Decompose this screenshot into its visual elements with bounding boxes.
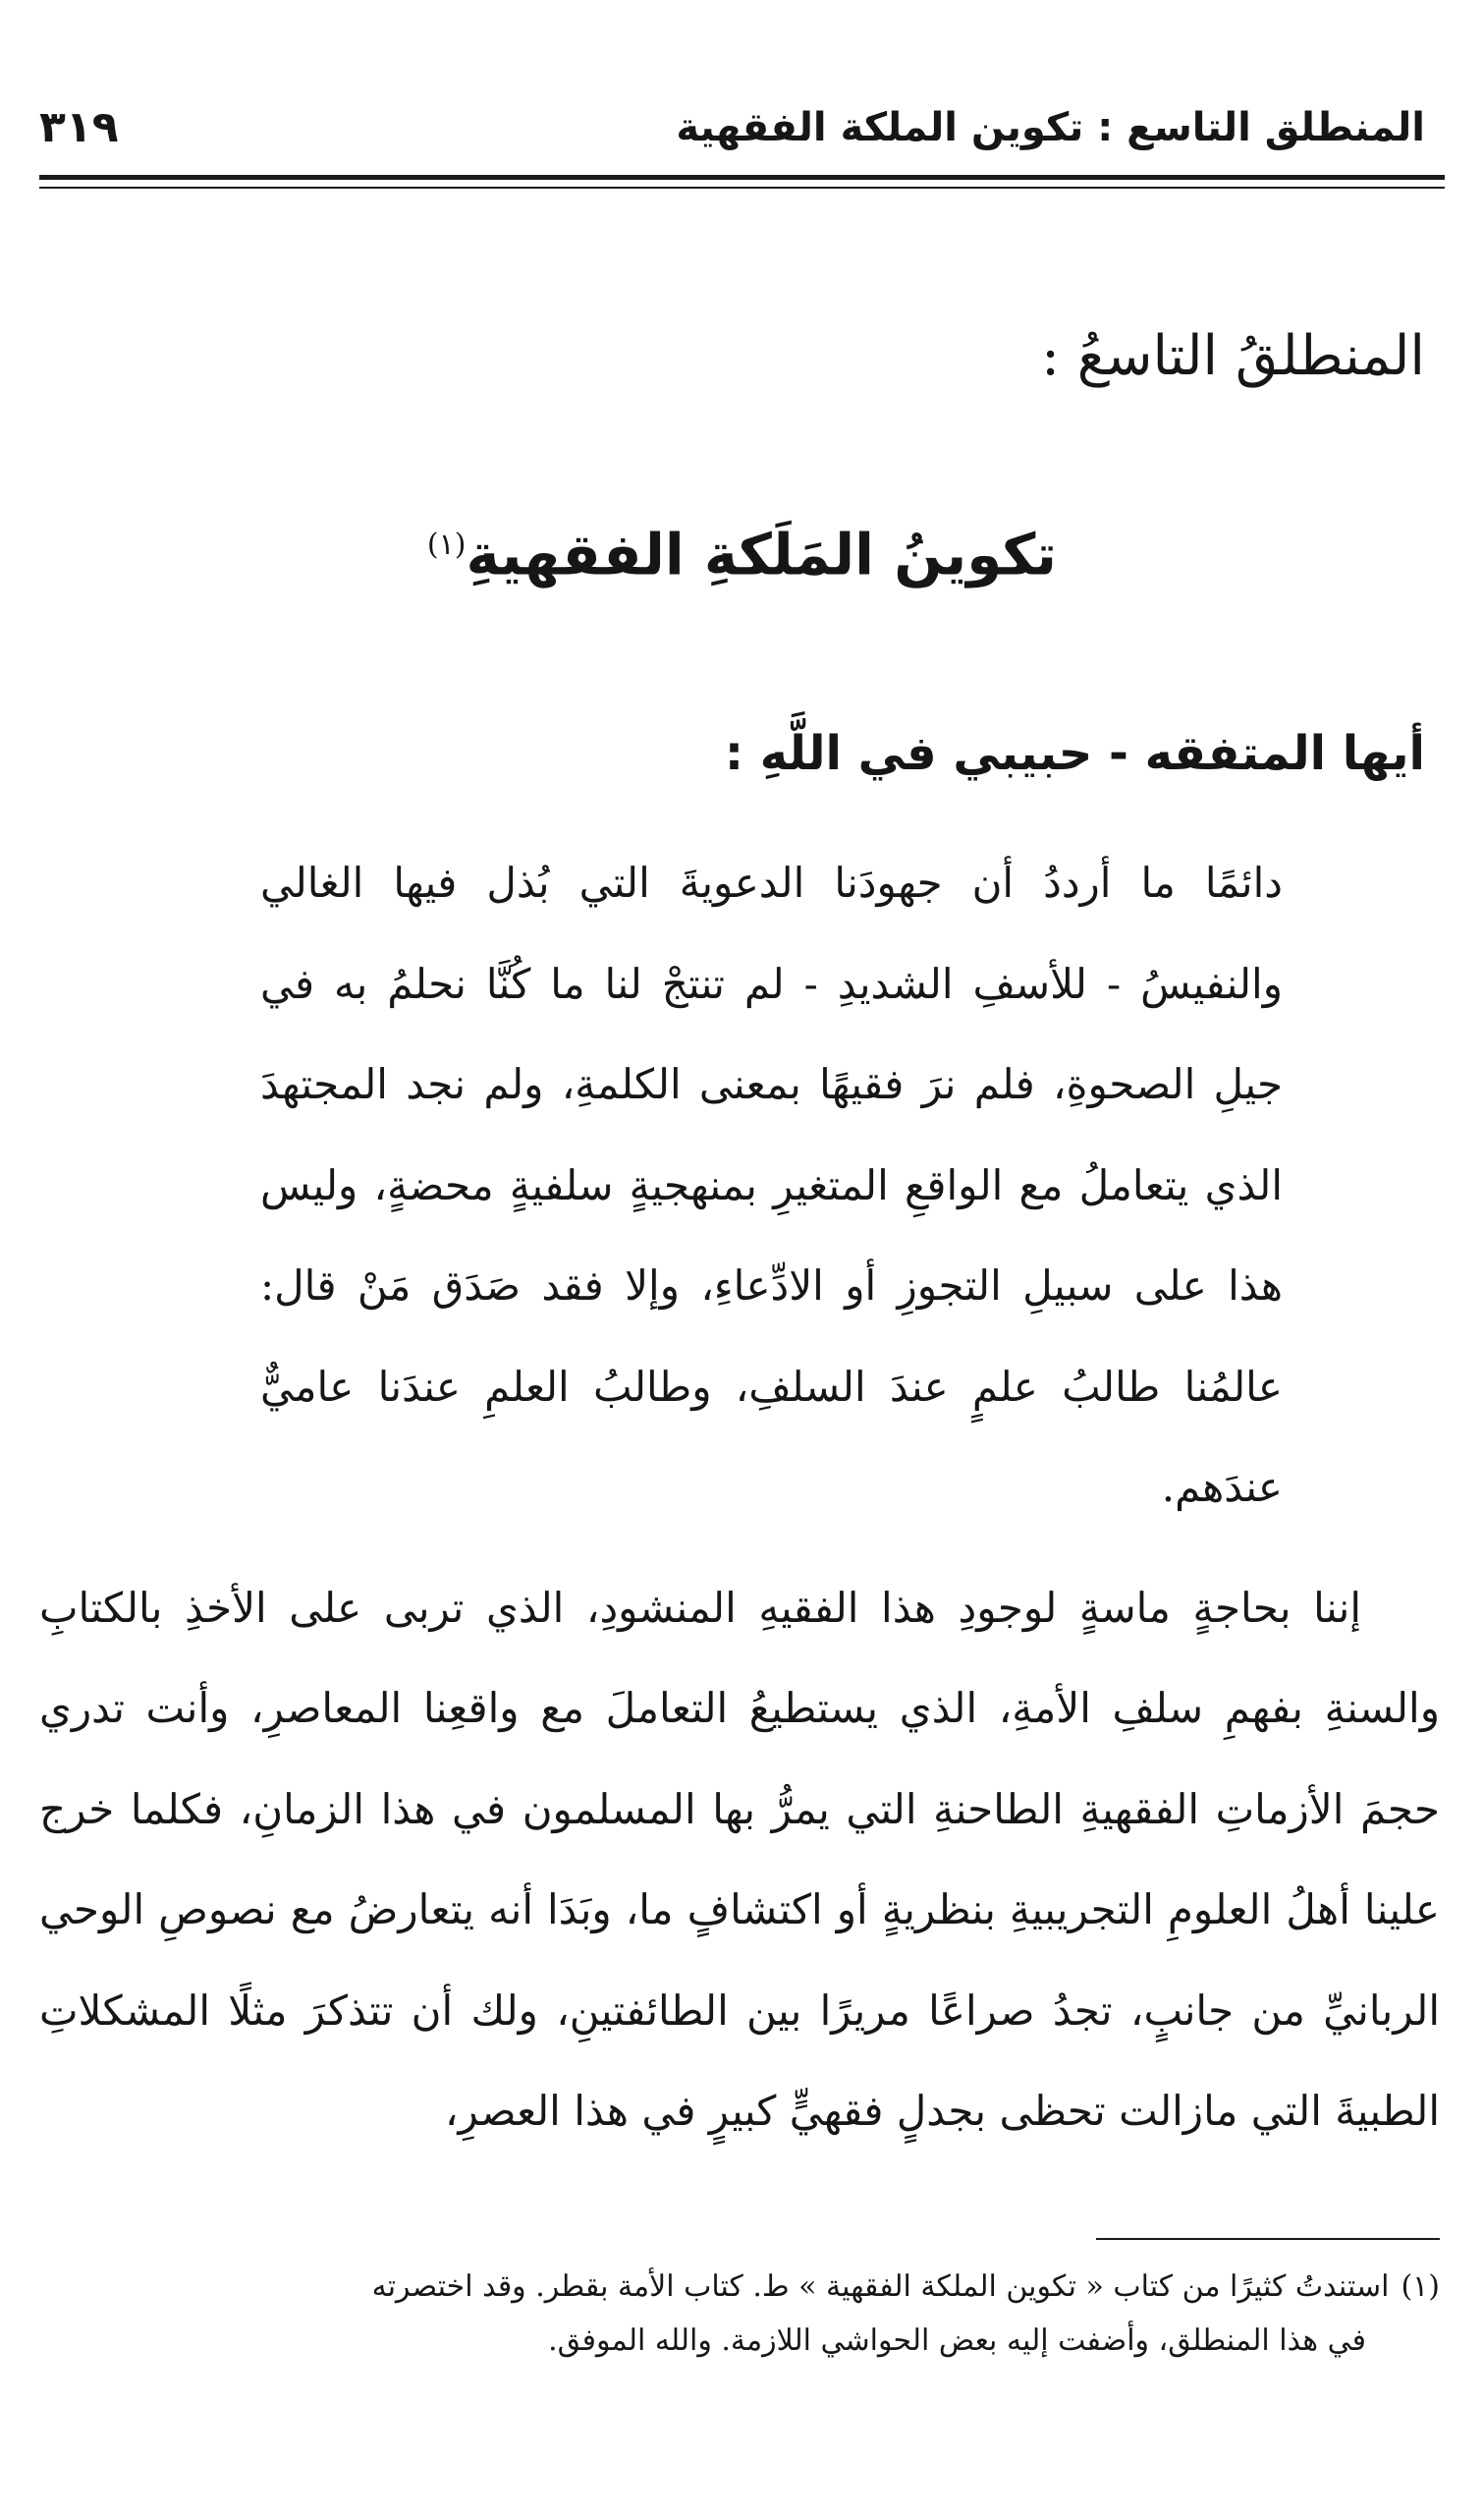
footnote-separator	[1096, 2238, 1440, 2240]
footnote-line-1: استندتُ كثيرًا من كتاب « تكوين الملكة الفقهية » ط. كتاب الأمة بقطر. وقد اختصرته	[371, 2269, 1390, 2304]
running-title: المنطلق التاسع : تكوين الملكة الفقهية	[676, 105, 1425, 150]
body-text	[39, 833, 1440, 2162]
footnote	[39, 2260, 1440, 2368]
footnote-reference: (١)	[426, 528, 467, 562]
chapter-title	[0, 496, 1484, 603]
section-label: المنطلقُ التاسعُ :	[1041, 324, 1425, 388]
paragraph: دائمًا ما أرددُ أن جهودَنا الدعويةَ التي بُذل فيها الغالي والنفيسُ - للأسفِ الشديدِ - لم تنتجْ لنا ما كُنَّا نحلمُ به في جيلِ الصحوةِ، فلم نرَ فقيهًا بمعنى الكلمةِ، ولم نجد المجتهدَ الذي يتعاملُ مع الواقعِ المتغيرِ بمنهجيةٍ سلفيةٍ محضةٍ، وليس هذا على سبيلِ التجوزِ أو الادِّعاءِ، وإلا فقد صَدَق مَنْ قال: عالمُنا طالبُ علمٍ عندَ السلفِ، وطالبُ العلمِ عندَنا عاميٌّ عندَهم.	[260, 859, 1283, 1511]
page-number: ٣١٩	[39, 102, 119, 152]
address-heading: أيها المتفقه - حبيبي في اللَّهِ :	[724, 726, 1425, 781]
footnote-line-2: في هذا المنطلق، وأضفت إليه بعض الحواشي اللازمة. والله الموفق.	[548, 2323, 1366, 2358]
header-rule-thin	[39, 187, 1445, 189]
running-header	[39, 98, 1425, 167]
paragraph: إننا بحاجةٍ ماسةٍ لوجودِ هذا الفقيهِ المنشودِ، الذي تربى على الأخذِ بالكتابِ والسنةِ بفهمِ سلفِ الأمةِ، الذي يستطيعُ التعاملَ مع واقعِنا المعاصرِ، وأنت تدري حجمَ الأزماتِ الفقهيةِ الطاحنةِ التي يمرُّ بها المسلمون في هذا الزمانِ، فكلما خرج علينا أهلُ العلومِ التجريبيةِ بنظريةٍ أو اكتشافٍ ما، وبَدَا أنه يتعارضُ مع نصوصِ الوحي الربانيِّ من جانبٍ، تجدُ صراعًا مريرًا بين الطائفتينِ، ولك أن تتذكرَ مثلًا المشكلاتِ الطبيةَ التي مازالت تحظى بجدلٍ فقهيٍّ كبيرٍ في هذا العصرِ،	[39, 1583, 1440, 2135]
header-rule-thick	[39, 175, 1445, 180]
chapter-title-text: تكوينُ المَلَكةِ الفقهيةِ	[466, 521, 1058, 588]
footnote-marker: (١)	[1401, 2269, 1440, 2304]
